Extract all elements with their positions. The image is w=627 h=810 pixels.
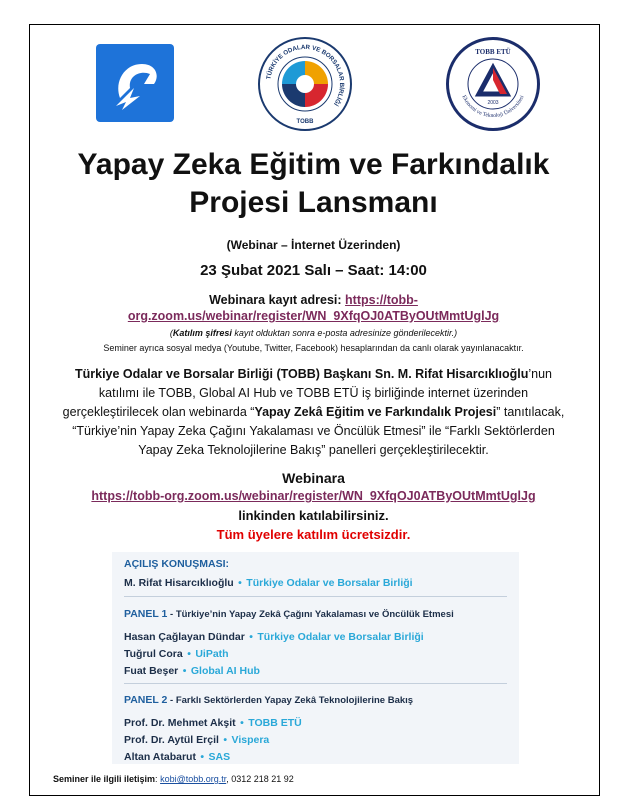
page-title <box>0 146 627 222</box>
tobb-logo <box>258 37 352 131</box>
body-paragraph: Türkiye Odalar ve Borsalar Birliği (TOBB) Başkanı Sn. M. Rifat Hisarcıklıoğlu’nun katılımı ile TOBB, Global AI Hub ve TOBB ETÜ iş birliğinde internet üzerinden gerçekleştirilecek olan webinarda “Yapay Zekâ Eğitim ve Farkındalık Projesi” tanıtılacak, “Türkiye’nin Yapay Zeka Çağını Yakalaması ve Öncülük Etmesi” ile “Farklı Sektörlerden Yapay Zeka Teknolojilerine Bakış” panelleri gerçekleştirilecektir. <box>62 367 565 457</box>
panel2-speaker-row: Altan Atabarut • SAS <box>124 751 231 763</box>
footer-contact: Seminer ile ilgili iletişim: kobi@tobb.org.tr, 0312 218 21 92 <box>53 774 294 784</box>
join-link[interactable]: https://tobb-org.zoom.us/webinar/register/WN_9XfqOJ0ATByOUtMmtUglJg <box>91 489 536 503</box>
register-link-part1[interactable]: https://tobb- <box>345 293 418 307</box>
tobb-etu-logo <box>446 37 540 131</box>
svg-text:Ekonomi ve Teknoloji Üniversit: Ekonomi ve Teknoloji Üniversitesi <box>460 94 526 120</box>
body-bold-project: Yapay Zekâ Eğitim ve Farkındalık Projesi <box>254 405 497 419</box>
password-note: (Katılım şifresi kayıt olduktan sonra e-posta adresinize gönderilecektir.) <box>169 328 458 338</box>
footer-email[interactable]: kobi@tobb.org.tr <box>160 774 227 784</box>
title-line-1: Yapay Zeka Eğitim ve Farkındalık <box>77 148 550 181</box>
join-link-line <box>0 489 627 503</box>
join-label: Webinara <box>282 470 345 486</box>
password-bold: Katılım şifresi <box>172 328 232 338</box>
social-note: Seminer ayrıca sosyal medya (Youtube, Twitter, Facebook) hesaplarından da canlı olarak yayınlanacaktır. <box>103 343 524 353</box>
lightning-icon <box>96 44 174 122</box>
panel1-heading: PANEL 1 - Türkiye’nin Yapay Zekâ Çağını Yakalaması ve Öncülük Etmesi <box>124 608 454 620</box>
body-bold-intro: Türkiye Odalar ve Borsalar Birliği (TOBB) Başkanı Sn. M. Rifat Hisarcıklıoğlu <box>74 367 529 381</box>
footer-label: Seminer ile ilgili iletişim <box>53 774 156 784</box>
svg-text:TOBB ETÜ: TOBB ETÜ <box>475 48 511 56</box>
panel1-speaker-row: Hasan Çağlayan Dündar • Türkiye Odalar ve Borsalar Birliği <box>124 631 424 643</box>
register-label: Webinara kayıt adresi: <box>209 293 342 307</box>
free-notice: Tüm üyelere katılım ücretsizdir. <box>216 527 411 542</box>
panel2-speaker-row: Prof. Dr. Mehmet Akşit • TOBB ETÜ <box>124 717 302 729</box>
divider <box>124 596 507 597</box>
register-block <box>0 291 627 309</box>
footer-phone: , 0312 218 21 92 <box>226 774 294 784</box>
date-line: 23 Şubat 2021 Salı – Saat: 14:00 <box>200 262 427 279</box>
globalaihub-logo <box>96 44 174 122</box>
panel1-speaker-row: Fuat Beşer • Global AI Hub <box>124 665 260 677</box>
join-suffix: linkinden katılabilirsiniz. <box>238 508 389 523</box>
subtitle: (Webinar – İnternet Üzerinden) <box>226 238 401 252</box>
opening-label: AÇILIŞ KONUŞMASI: <box>124 558 229 570</box>
panel2-heading: PANEL 2 - Farklı Sektörlerden Yapay Zekâ Teknolojilerine Bakış <box>124 694 414 706</box>
svg-text:TÜRKİYE ODALAR VE BORSALAR BİR: TÜRKİYE ODALAR VE BORSALAR BİRLİĞİ <box>265 43 346 107</box>
program-panel <box>112 552 519 764</box>
divider <box>124 683 507 684</box>
svg-text:TOBB: TOBB <box>296 119 314 125</box>
opening-row: M. Rifat Hisarcıklıoğlu • Türkiye Odalar ve Borsalar Birliği <box>124 577 413 589</box>
svg-text:2003: 2003 <box>487 100 499 106</box>
panel1-speaker-row: Tuğrul Cora • UiPath <box>124 648 229 660</box>
panel2-speaker-row: Prof. Dr. Aytül Erçil • Vispera <box>124 734 270 746</box>
register-link-line2 <box>0 309 627 323</box>
title-line-2: Projesi Lansmanı <box>189 186 438 219</box>
register-link-part2[interactable]: org.zoom.us/webinar/register/WN_9XfqOJ0ATByOUtMmtUglJg <box>127 309 500 323</box>
